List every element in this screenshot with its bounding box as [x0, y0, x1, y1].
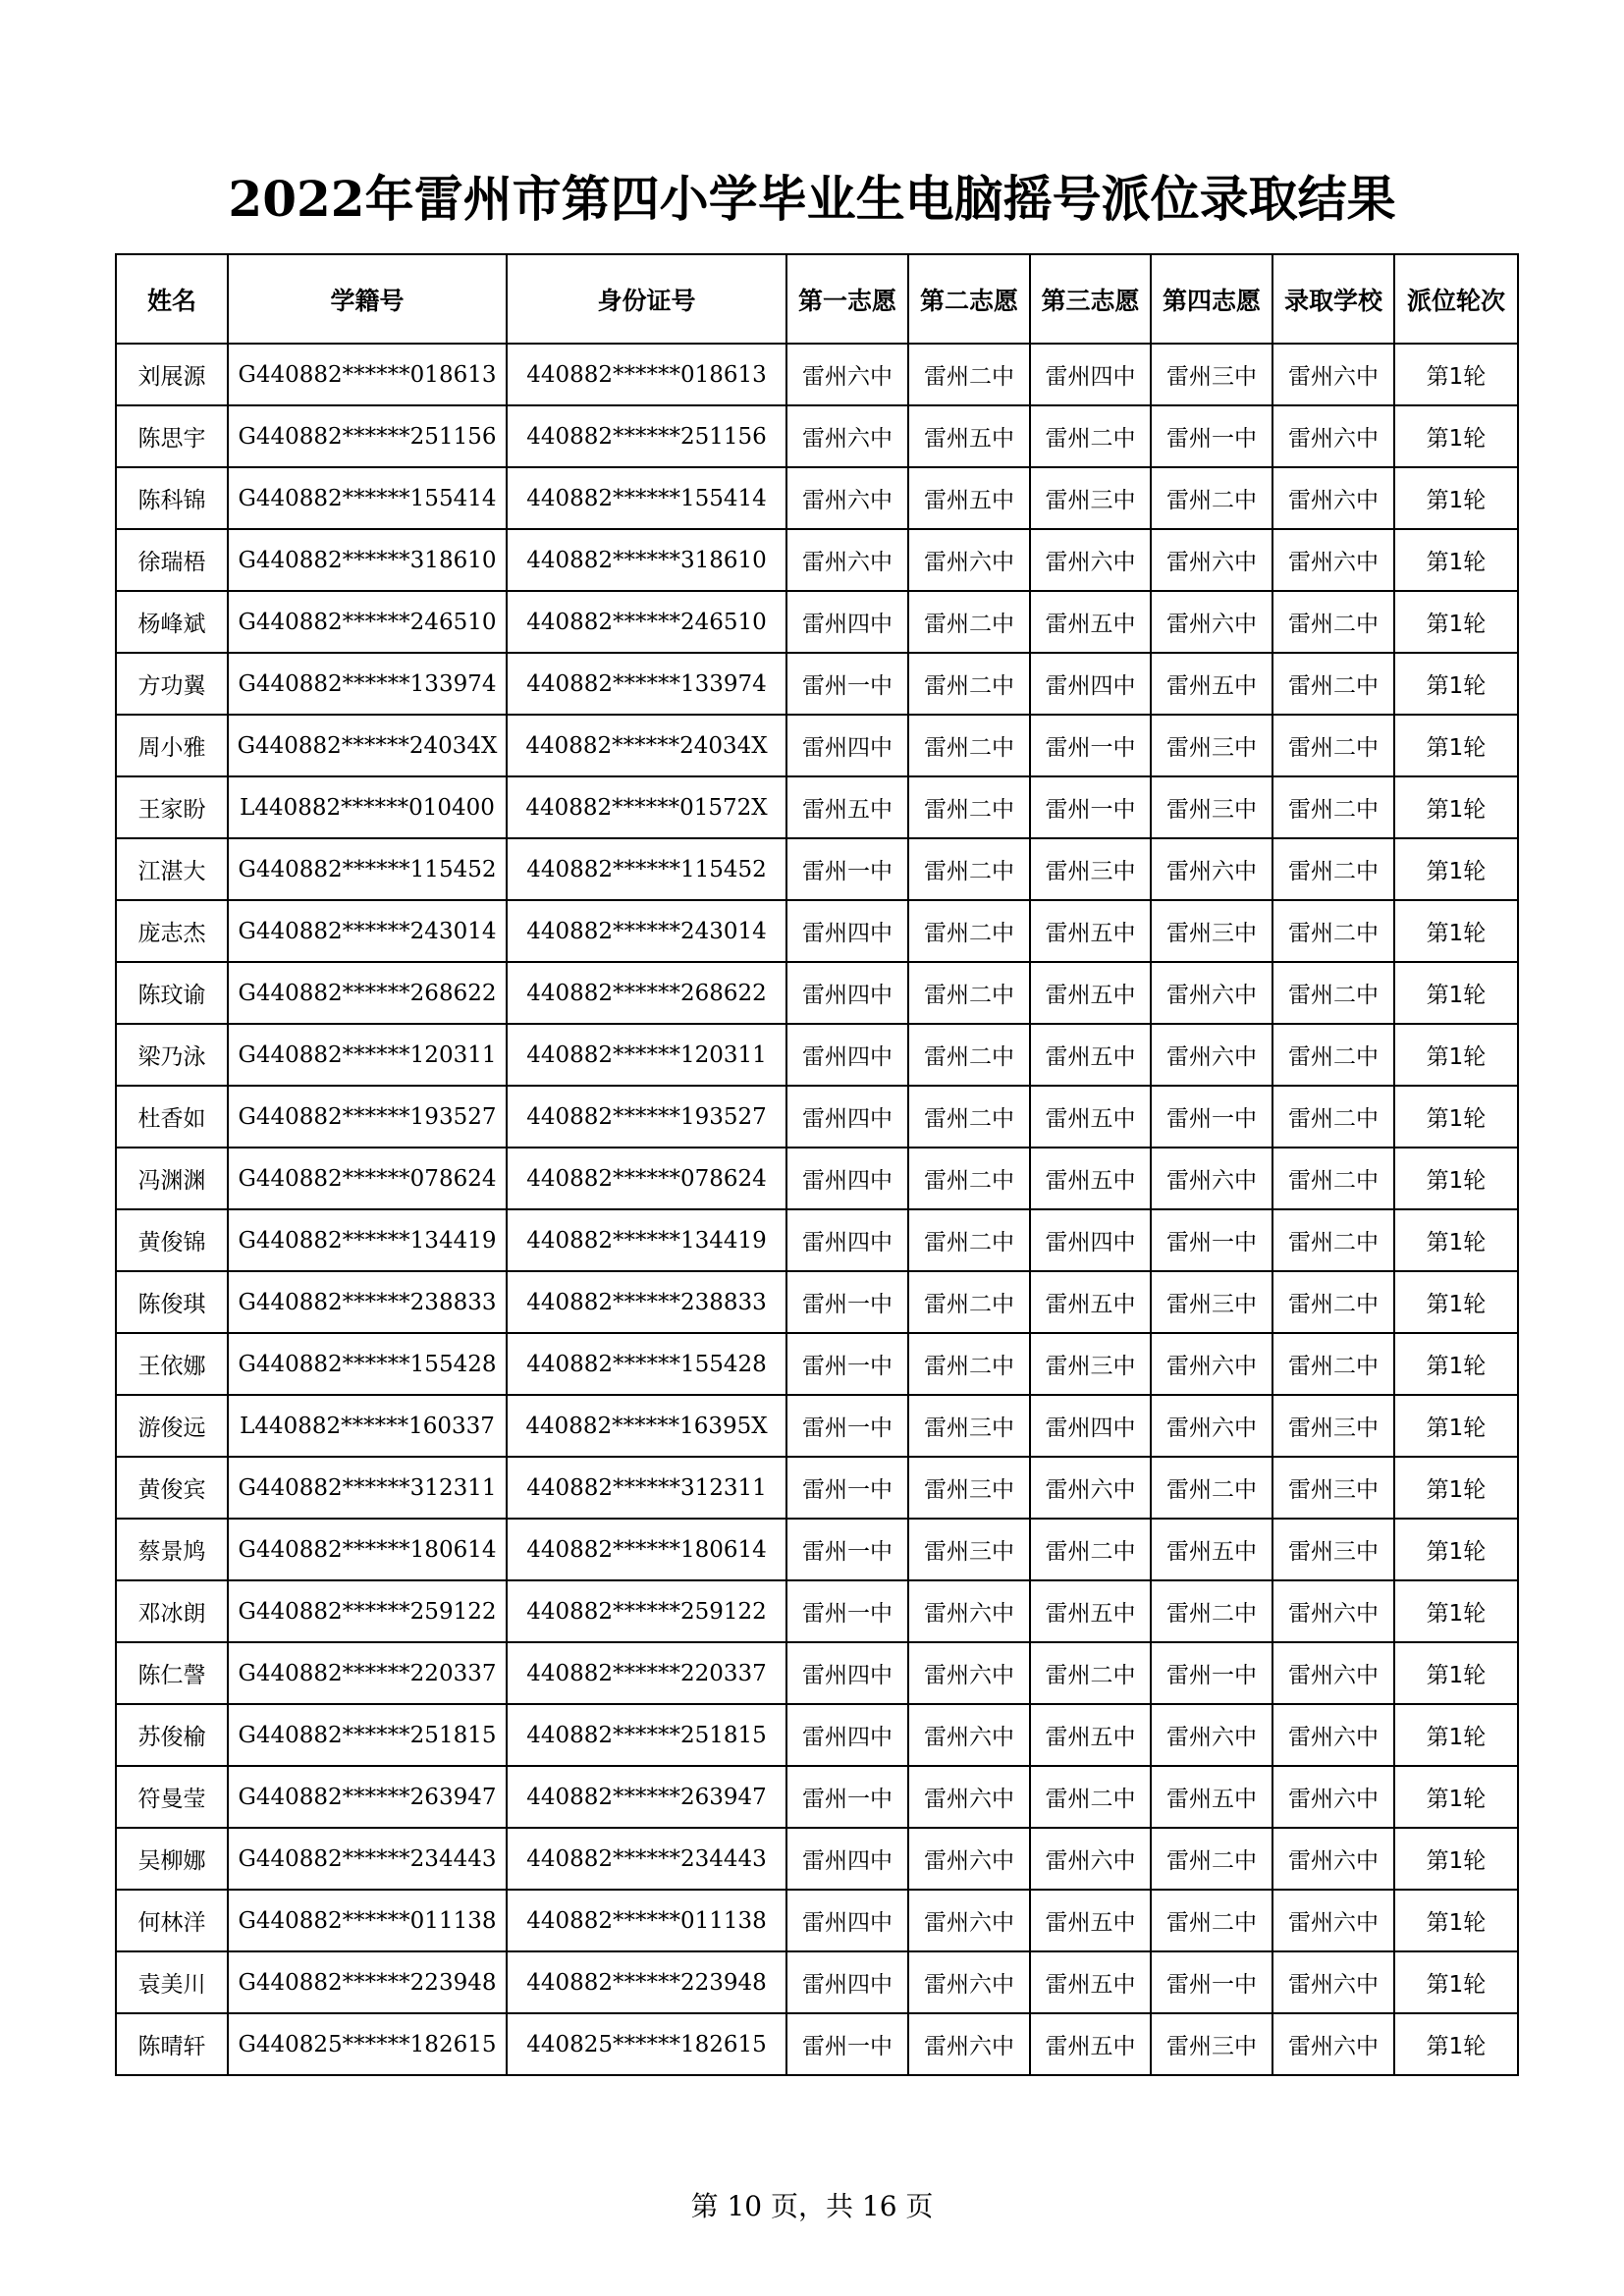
cell-choice-3: 雷州六中 — [1030, 529, 1151, 591]
cell-choice-4: 雷州三中 — [1151, 715, 1272, 776]
cell-choice-3: 雷州六中 — [1030, 1828, 1151, 1890]
cell-admitted-school: 雷州二中 — [1272, 1024, 1394, 1086]
cell-admitted-school: 雷州六中 — [1272, 1642, 1394, 1704]
cell-name: 袁美川 — [116, 1951, 228, 2013]
cell-choice-3: 雷州五中 — [1030, 1890, 1151, 1951]
cell-admitted-school: 雷州六中 — [1272, 344, 1394, 405]
cell-round: 第1轮 — [1394, 838, 1518, 900]
cell-choice-1: 雷州四中 — [786, 1828, 908, 1890]
cell-id-card: 440882******16395X — [507, 1395, 786, 1457]
cell-choice-1: 雷州一中 — [786, 1395, 908, 1457]
cell-name: 陈俊琪 — [116, 1271, 228, 1333]
table-row — [116, 1828, 1518, 1890]
cell-choice-1: 雷州一中 — [786, 1271, 908, 1333]
table-header-row — [116, 254, 1518, 344]
cell-choice-1: 雷州四中 — [786, 1086, 908, 1148]
cell-student-id: G440882******180614 — [228, 1519, 507, 1580]
cell-student-id: G440882******246510 — [228, 591, 507, 653]
cell-choice-2: 雷州二中 — [908, 1086, 1030, 1148]
cell-choice-1: 雷州六中 — [786, 467, 908, 529]
cell-choice-3: 雷州一中 — [1030, 715, 1151, 776]
cell-id-card: 440882******155414 — [507, 467, 786, 529]
table-row — [116, 776, 1518, 838]
cell-choice-2: 雷州二中 — [908, 653, 1030, 715]
cell-student-id: G440882******251815 — [228, 1704, 507, 1766]
cell-choice-2: 雷州六中 — [908, 1580, 1030, 1642]
cell-choice-4: 雷州五中 — [1151, 1519, 1272, 1580]
cell-choice-4: 雷州三中 — [1151, 900, 1272, 962]
cell-name: 陈晴轩 — [116, 2013, 228, 2075]
cell-id-card: 440882******312311 — [507, 1457, 786, 1519]
cell-choice-4: 雷州二中 — [1151, 1580, 1272, 1642]
cell-name: 杨峰斌 — [116, 591, 228, 653]
cell-choice-4: 雷州六中 — [1151, 1024, 1272, 1086]
cell-round: 第1轮 — [1394, 1828, 1518, 1890]
cell-admitted-school: 雷州六中 — [1272, 1580, 1394, 1642]
cell-id-card: 440882******251156 — [507, 405, 786, 467]
cell-choice-4: 雷州二中 — [1151, 1457, 1272, 1519]
cell-admitted-school: 雷州六中 — [1272, 1828, 1394, 1890]
table-row — [116, 1271, 1518, 1333]
cell-choice-1: 雷州六中 — [786, 405, 908, 467]
cell-id-card: 440882******246510 — [507, 591, 786, 653]
cell-student-id: G440882******078624 — [228, 1148, 507, 1209]
cell-choice-4: 雷州三中 — [1151, 344, 1272, 405]
cell-round: 第1轮 — [1394, 1704, 1518, 1766]
cell-choice-2: 雷州二中 — [908, 1209, 1030, 1271]
cell-id-card: 440825******182615 — [507, 2013, 786, 2075]
cell-name: 陈仁謦 — [116, 1642, 228, 1704]
cell-student-id: G440882******268622 — [228, 962, 507, 1024]
cell-choice-2: 雷州六中 — [908, 1642, 1030, 1704]
cell-name: 符曼莹 — [116, 1766, 228, 1828]
cell-choice-1: 雷州四中 — [786, 1890, 908, 1951]
cell-student-id: G440882******134419 — [228, 1209, 507, 1271]
cell-choice-3: 雷州四中 — [1030, 1395, 1151, 1457]
cell-admitted-school: 雷州二中 — [1272, 1271, 1394, 1333]
cell-round: 第1轮 — [1394, 962, 1518, 1024]
cell-id-card: 440882******263947 — [507, 1766, 786, 1828]
cell-choice-3: 雷州五中 — [1030, 900, 1151, 962]
cell-choice-1: 雷州四中 — [786, 962, 908, 1024]
cell-choice-4: 雷州一中 — [1151, 1642, 1272, 1704]
cell-admitted-school: 雷州二中 — [1272, 962, 1394, 1024]
cell-admitted-school: 雷州三中 — [1272, 1395, 1394, 1457]
column-header-admitted-school: 录取学校 — [1272, 254, 1394, 344]
table-row — [116, 962, 1518, 1024]
cell-choice-2: 雷州二中 — [908, 962, 1030, 1024]
cell-admitted-school: 雷州二中 — [1272, 838, 1394, 900]
cell-choice-4: 雷州六中 — [1151, 1704, 1272, 1766]
cell-name: 梁乃泳 — [116, 1024, 228, 1086]
cell-admitted-school: 雷州二中 — [1272, 1333, 1394, 1395]
cell-choice-4: 雷州二中 — [1151, 467, 1272, 529]
cell-id-card: 440882******155428 — [507, 1333, 786, 1395]
cell-id-card: 440882******234443 — [507, 1828, 786, 1890]
cell-student-id: G440882******011138 — [228, 1890, 507, 1951]
cell-round: 第1轮 — [1394, 529, 1518, 591]
cell-student-id: G440882******251156 — [228, 405, 507, 467]
cell-choice-4: 雷州六中 — [1151, 529, 1272, 591]
cell-choice-1: 雷州一中 — [786, 1766, 908, 1828]
cell-choice-2: 雷州二中 — [908, 776, 1030, 838]
cell-id-card: 440882******078624 — [507, 1148, 786, 1209]
cell-id-card: 440882******268622 — [507, 962, 786, 1024]
cell-name: 杜香如 — [116, 1086, 228, 1148]
table-row — [116, 1766, 1518, 1828]
cell-choice-2: 雷州六中 — [908, 529, 1030, 591]
table-body — [116, 344, 1518, 2075]
cell-choice-1: 雷州四中 — [786, 1704, 908, 1766]
cell-round: 第1轮 — [1394, 467, 1518, 529]
cell-choice-4: 雷州六中 — [1151, 591, 1272, 653]
cell-student-id: G440882******155428 — [228, 1333, 507, 1395]
table-row — [116, 529, 1518, 591]
cell-name: 苏俊榆 — [116, 1704, 228, 1766]
table-row — [116, 715, 1518, 776]
cell-choice-1: 雷州四中 — [786, 715, 908, 776]
cell-round: 第1轮 — [1394, 1457, 1518, 1519]
table-row — [116, 1519, 1518, 1580]
cell-choice-2: 雷州三中 — [908, 1395, 1030, 1457]
cell-choice-4: 雷州三中 — [1151, 1271, 1272, 1333]
cell-choice-3: 雷州五中 — [1030, 1024, 1151, 1086]
cell-student-id: G440882******220337 — [228, 1642, 507, 1704]
cell-id-card: 440882******011138 — [507, 1890, 786, 1951]
column-header-round: 派位轮次 — [1394, 254, 1518, 344]
cell-name: 江湛大 — [116, 838, 228, 900]
cell-id-card: 440882******120311 — [507, 1024, 786, 1086]
cell-choice-1: 雷州四中 — [786, 591, 908, 653]
cell-choice-4: 雷州六中 — [1151, 1333, 1272, 1395]
cell-choice-1: 雷州一中 — [786, 1457, 908, 1519]
cell-round: 第1轮 — [1394, 2013, 1518, 2075]
cell-admitted-school: 雷州二中 — [1272, 591, 1394, 653]
column-header-choice-4: 第四志愿 — [1151, 254, 1272, 344]
cell-choice-2: 雷州六中 — [908, 1890, 1030, 1951]
cell-admitted-school: 雷州六中 — [1272, 1766, 1394, 1828]
cell-student-id: G440882******120311 — [228, 1024, 507, 1086]
table-row — [116, 900, 1518, 962]
column-header-choice-2: 第二志愿 — [908, 254, 1030, 344]
cell-choice-1: 雷州六中 — [786, 529, 908, 591]
cell-choice-2: 雷州二中 — [908, 1271, 1030, 1333]
table-row — [116, 591, 1518, 653]
cell-choice-3: 雷州五中 — [1030, 1580, 1151, 1642]
cell-round: 第1轮 — [1394, 1086, 1518, 1148]
cell-id-card: 440882******180614 — [507, 1519, 786, 1580]
table-row — [116, 405, 1518, 467]
cell-choice-4: 雷州五中 — [1151, 1766, 1272, 1828]
cell-choice-4: 雷州二中 — [1151, 1890, 1272, 1951]
cell-choice-3: 雷州四中 — [1030, 1209, 1151, 1271]
cell-choice-1: 雷州一中 — [786, 838, 908, 900]
table-row — [116, 344, 1518, 405]
cell-student-id: G440882******312311 — [228, 1457, 507, 1519]
cell-admitted-school: 雷州六中 — [1272, 2013, 1394, 2075]
cell-id-card: 440882******243014 — [507, 900, 786, 962]
cell-admitted-school: 雷州二中 — [1272, 900, 1394, 962]
cell-student-id: G440882******133974 — [228, 653, 507, 715]
cell-student-id: G440882******193527 — [228, 1086, 507, 1148]
cell-choice-3: 雷州五中 — [1030, 962, 1151, 1024]
cell-name: 黄俊锦 — [116, 1209, 228, 1271]
cell-id-card: 440882******251815 — [507, 1704, 786, 1766]
cell-choice-3: 雷州三中 — [1030, 467, 1151, 529]
cell-round: 第1轮 — [1394, 1951, 1518, 2013]
cell-choice-3: 雷州五中 — [1030, 1271, 1151, 1333]
cell-choice-3: 雷州五中 — [1030, 1148, 1151, 1209]
cell-admitted-school: 雷州六中 — [1272, 1951, 1394, 2013]
cell-student-id: G440882******234443 — [228, 1828, 507, 1890]
column-header-name: 姓名 — [116, 254, 228, 344]
cell-choice-2: 雷州六中 — [908, 1828, 1030, 1890]
cell-choice-4: 雷州六中 — [1151, 1395, 1272, 1457]
cell-student-id: G440882******24034X — [228, 715, 507, 776]
cell-round: 第1轮 — [1394, 776, 1518, 838]
cell-admitted-school: 雷州二中 — [1272, 1086, 1394, 1148]
cell-student-id: G440882******243014 — [228, 900, 507, 962]
page-title: 2022年雷州市第四小学毕业生电脑摇号派位录取结果 — [228, 170, 1396, 228]
cell-name: 邓冰朗 — [116, 1580, 228, 1642]
cell-choice-2: 雷州六中 — [908, 1766, 1030, 1828]
table-row — [116, 1890, 1518, 1951]
cell-student-id: G440882******223948 — [228, 1951, 507, 2013]
cell-id-card: 440882******24034X — [507, 715, 786, 776]
table-row — [116, 1580, 1518, 1642]
cell-choice-4: 雷州一中 — [1151, 405, 1272, 467]
cell-choice-2: 雷州三中 — [908, 1519, 1030, 1580]
table-row — [116, 1704, 1518, 1766]
cell-name: 徐瑞梧 — [116, 529, 228, 591]
cell-choice-3: 雷州六中 — [1030, 1457, 1151, 1519]
cell-name: 蔡景鸠 — [116, 1519, 228, 1580]
cell-choice-1: 雷州四中 — [786, 1024, 908, 1086]
cell-admitted-school: 雷州三中 — [1272, 1519, 1394, 1580]
cell-round: 第1轮 — [1394, 900, 1518, 962]
cell-admitted-school: 雷州二中 — [1272, 1148, 1394, 1209]
cell-choice-2: 雷州二中 — [908, 715, 1030, 776]
cell-choice-3: 雷州二中 — [1030, 1642, 1151, 1704]
cell-choice-2: 雷州六中 — [908, 1951, 1030, 2013]
cell-admitted-school: 雷州六中 — [1272, 1890, 1394, 1951]
table-row — [116, 653, 1518, 715]
page-footer: 第 10 页，共 16 页 — [690, 2190, 934, 2222]
cell-round: 第1轮 — [1394, 653, 1518, 715]
table-row — [116, 1642, 1518, 1704]
cell-student-id: G440882******018613 — [228, 344, 507, 405]
table-row — [116, 467, 1518, 529]
cell-name: 陈思宇 — [116, 405, 228, 467]
cell-name: 王依娜 — [116, 1333, 228, 1395]
cell-round: 第1轮 — [1394, 1890, 1518, 1951]
cell-choice-2: 雷州二中 — [908, 900, 1030, 962]
cell-round: 第1轮 — [1394, 1024, 1518, 1086]
cell-name: 陈玟谕 — [116, 962, 228, 1024]
cell-choice-3: 雷州二中 — [1030, 1766, 1151, 1828]
cell-student-id: L440882******010400 — [228, 776, 507, 838]
cell-round: 第1轮 — [1394, 1148, 1518, 1209]
cell-id-card: 440882******133974 — [507, 653, 786, 715]
cell-admitted-school: 雷州六中 — [1272, 1704, 1394, 1766]
cell-choice-2: 雷州二中 — [908, 838, 1030, 900]
cell-name: 吴柳娜 — [116, 1828, 228, 1890]
cell-id-card: 440882******193527 — [507, 1086, 786, 1148]
cell-id-card: 440882******238833 — [507, 1271, 786, 1333]
cell-choice-4: 雷州三中 — [1151, 2013, 1272, 2075]
cell-name: 陈科锦 — [116, 467, 228, 529]
cell-admitted-school: 雷州二中 — [1272, 1209, 1394, 1271]
cell-admitted-school: 雷州二中 — [1272, 776, 1394, 838]
cell-choice-3: 雷州五中 — [1030, 591, 1151, 653]
cell-choice-1: 雷州四中 — [786, 1148, 908, 1209]
cell-choice-1: 雷州一中 — [786, 653, 908, 715]
cell-choice-3: 雷州五中 — [1030, 1704, 1151, 1766]
cell-choice-1: 雷州五中 — [786, 776, 908, 838]
cell-name: 何林洋 — [116, 1890, 228, 1951]
cell-id-card: 440882******223948 — [507, 1951, 786, 2013]
cell-choice-2: 雷州二中 — [908, 1148, 1030, 1209]
cell-choice-1: 雷州一中 — [786, 1519, 908, 1580]
cell-name: 冯渊渊 — [116, 1148, 228, 1209]
table-row — [116, 1209, 1518, 1271]
cell-choice-3: 雷州五中 — [1030, 1951, 1151, 2013]
cell-choice-3: 雷州三中 — [1030, 838, 1151, 900]
table-row — [116, 1951, 1518, 2013]
cell-choice-1: 雷州四中 — [786, 900, 908, 962]
cell-choice-1: 雷州四中 — [786, 1951, 908, 2013]
cell-round: 第1轮 — [1394, 1333, 1518, 1395]
table-row — [116, 1024, 1518, 1086]
cell-id-card: 440882******220337 — [507, 1642, 786, 1704]
cell-id-card: 440882******318610 — [507, 529, 786, 591]
cell-choice-4: 雷州六中 — [1151, 1148, 1272, 1209]
cell-choice-3: 雷州二中 — [1030, 1519, 1151, 1580]
column-header-student-id: 学籍号 — [228, 254, 507, 344]
cell-choice-4: 雷州一中 — [1151, 1086, 1272, 1148]
cell-choice-2: 雷州二中 — [908, 591, 1030, 653]
cell-student-id: L440882******160337 — [228, 1395, 507, 1457]
cell-choice-3: 雷州三中 — [1030, 1333, 1151, 1395]
cell-admitted-school: 雷州二中 — [1272, 715, 1394, 776]
cell-id-card: 440882******115452 — [507, 838, 786, 900]
cell-admitted-school: 雷州六中 — [1272, 529, 1394, 591]
cell-choice-4: 雷州一中 — [1151, 1209, 1272, 1271]
cell-choice-3: 雷州五中 — [1030, 1086, 1151, 1148]
cell-choice-3: 雷州四中 — [1030, 653, 1151, 715]
cell-choice-1: 雷州一中 — [786, 1333, 908, 1395]
cell-name: 王家盼 — [116, 776, 228, 838]
cell-admitted-school: 雷州六中 — [1272, 405, 1394, 467]
cell-choice-1: 雷州四中 — [786, 1642, 908, 1704]
admission-results-table — [115, 253, 1519, 2076]
table-row — [116, 1086, 1518, 1148]
cell-id-card: 440882******01572X — [507, 776, 786, 838]
cell-round: 第1轮 — [1394, 591, 1518, 653]
cell-name: 黄俊宾 — [116, 1457, 228, 1519]
table-row — [116, 1148, 1518, 1209]
cell-choice-2: 雷州二中 — [908, 344, 1030, 405]
cell-name: 刘展源 — [116, 344, 228, 405]
table-row — [116, 838, 1518, 900]
cell-round: 第1轮 — [1394, 1580, 1518, 1642]
cell-name: 游俊远 — [116, 1395, 228, 1457]
cell-choice-2: 雷州六中 — [908, 2013, 1030, 2075]
cell-id-card: 440882******134419 — [507, 1209, 786, 1271]
cell-id-card: 440882******259122 — [507, 1580, 786, 1642]
cell-choice-4: 雷州三中 — [1151, 776, 1272, 838]
cell-round: 第1轮 — [1394, 715, 1518, 776]
cell-id-card: 440882******018613 — [507, 344, 786, 405]
cell-name: 庞志杰 — [116, 900, 228, 962]
cell-round: 第1轮 — [1394, 1642, 1518, 1704]
cell-round: 第1轮 — [1394, 1271, 1518, 1333]
cell-round: 第1轮 — [1394, 1395, 1518, 1457]
cell-round: 第1轮 — [1394, 405, 1518, 467]
cell-choice-2: 雷州五中 — [908, 467, 1030, 529]
cell-choice-3: 雷州一中 — [1030, 776, 1151, 838]
table-row — [116, 1333, 1518, 1395]
column-header-id-card: 身份证号 — [507, 254, 786, 344]
cell-choice-3: 雷州四中 — [1030, 344, 1151, 405]
cell-student-id: G440882******115452 — [228, 838, 507, 900]
cell-student-id: G440882******238833 — [228, 1271, 507, 1333]
cell-admitted-school: 雷州三中 — [1272, 1457, 1394, 1519]
cell-choice-1: 雷州四中 — [786, 1209, 908, 1271]
cell-choice-4: 雷州二中 — [1151, 1828, 1272, 1890]
cell-choice-4: 雷州五中 — [1151, 653, 1272, 715]
cell-round: 第1轮 — [1394, 1519, 1518, 1580]
cell-choice-1: 雷州六中 — [786, 344, 908, 405]
cell-student-id: G440882******263947 — [228, 1766, 507, 1828]
cell-student-id: G440882******155414 — [228, 467, 507, 529]
cell-choice-3: 雷州五中 — [1030, 2013, 1151, 2075]
cell-choice-4: 雷州六中 — [1151, 962, 1272, 1024]
cell-choice-1: 雷州一中 — [786, 2013, 908, 2075]
cell-student-id: G440882******318610 — [228, 529, 507, 591]
cell-admitted-school: 雷州二中 — [1272, 653, 1394, 715]
cell-choice-2: 雷州三中 — [908, 1457, 1030, 1519]
cell-round: 第1轮 — [1394, 1766, 1518, 1828]
cell-choice-1: 雷州一中 — [786, 1580, 908, 1642]
table-row — [116, 1457, 1518, 1519]
cell-choice-2: 雷州二中 — [908, 1024, 1030, 1086]
cell-round: 第1轮 — [1394, 1209, 1518, 1271]
cell-choice-2: 雷州二中 — [908, 1333, 1030, 1395]
cell-choice-2: 雷州五中 — [908, 405, 1030, 467]
cell-round: 第1轮 — [1394, 344, 1518, 405]
cell-choice-4: 雷州一中 — [1151, 1951, 1272, 2013]
cell-choice-4: 雷州六中 — [1151, 838, 1272, 900]
table-row — [116, 1395, 1518, 1457]
cell-student-id: G440825******182615 — [228, 2013, 507, 2075]
cell-name: 周小雅 — [116, 715, 228, 776]
column-header-choice-3: 第三志愿 — [1030, 254, 1151, 344]
cell-choice-3: 雷州二中 — [1030, 405, 1151, 467]
table-row — [116, 2013, 1518, 2075]
cell-student-id: G440882******259122 — [228, 1580, 507, 1642]
cell-admitted-school: 雷州六中 — [1272, 467, 1394, 529]
cell-choice-2: 雷州六中 — [908, 1704, 1030, 1766]
column-header-choice-1: 第一志愿 — [786, 254, 908, 344]
cell-name: 方功翼 — [116, 653, 228, 715]
